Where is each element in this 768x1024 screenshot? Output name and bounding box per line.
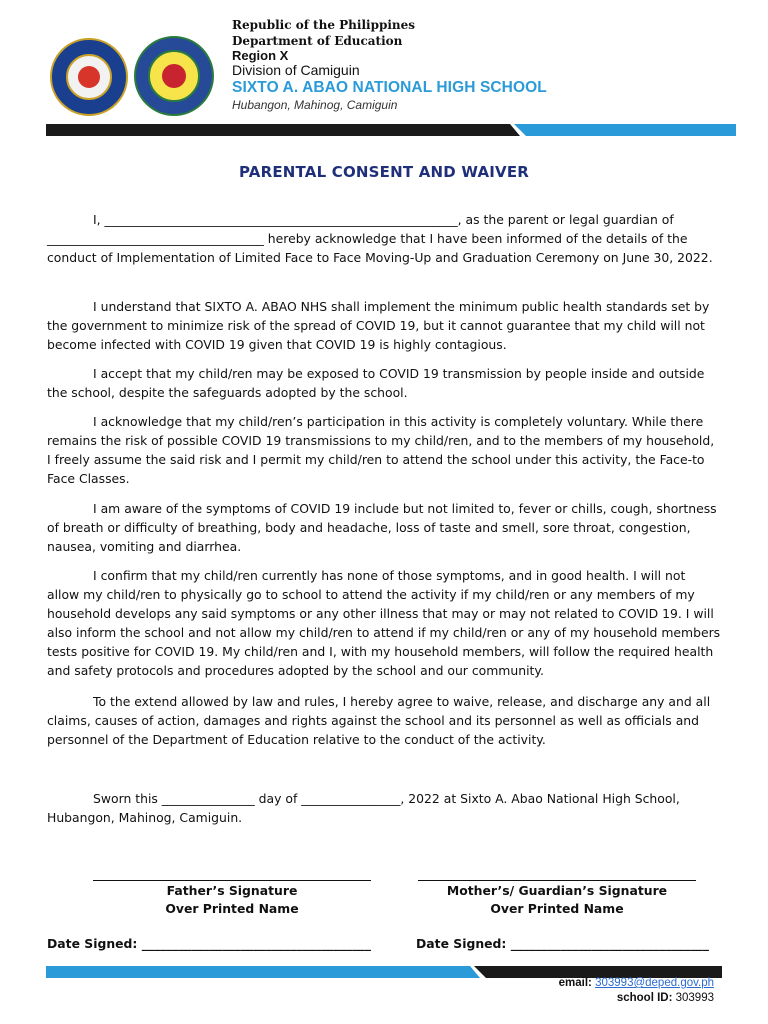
- email-link[interactable]: 303993@deped.gov.ph: [595, 977, 714, 989]
- sworn-paragraph: Sworn this _______________ day of ________________, 2022 at Sixto A. Abao National High School, Hubangon, Mahinog, Camiguin.: [47, 791, 680, 825]
- mother-signature-caption: [418, 882, 696, 918]
- father-caption-line-2: Over Printed Name: [165, 901, 299, 916]
- consent-paragraph-6: I confirm that my child/ren currently has none of those symptoms, and in good health. I will not allow my child/ren to physically go to school to attend the activity if my child/ren or any members of my household develops any said symptoms or any other illness that may or may not related to COVID 19. I will also inform the school and not allow my child/ren to attend if my child/ren or any of my household members tests positive for COVID 19. My child/ren and I, with my household members, will follow the required health and safety protocols and procedures adopted by the school and our community.: [47, 568, 721, 678]
- footer-email: [559, 977, 714, 989]
- school-address: Hubangon, Mahinog, Camiguin: [232, 98, 398, 112]
- waiver-paragraph: To the extend allowed by law and rules, I hereby agree to waive, release, and discharge any and all claims, causes of action, damages and rights against the school and its personnel as well as officials and personnel of the Department of Education relative to the conduct of the activity.: [47, 694, 711, 747]
- email-label: email:: [558, 977, 592, 989]
- father-signature-caption: [93, 882, 371, 918]
- father-caption-line-1: Father’s Signature: [166, 883, 298, 898]
- consent-paragraph-2: I understand that SIXTO A. ABAO NHS shall implement the minimum public health standards set by the government to minimize risk of the spread of COVID 19, but it cannot guarantee that my child will not become infected with COVID 19 given that COVID 19 is highly contagious.: [47, 299, 710, 352]
- school-seal-icon: [134, 36, 214, 116]
- republic-line: Republic of the Philippines: [232, 18, 416, 32]
- document-title: PARENTAL CONSENT AND WAIVER: [238, 163, 530, 181]
- region-line: Region X: [232, 48, 289, 63]
- mother-caption-line-1: Mother’s/ Guardian’s Signature: [446, 883, 668, 898]
- consent-paragraph-5: I am aware of the symptoms of COVID 19 include but not limited to, fever or chills, cough, shortness of breath or difficulty of breathing, body and headache, loss of taste and smell, sore throat, congestion, nausea, vomiting and diarrhea.: [47, 501, 717, 554]
- consent-paragraph-1: I, _________________________________________________________, as the parent or legal guardian of ___________________________________ hereby acknowledge that I have been informed of the details of the conduct of Implementation of Limited Face to Face Moving-Up and Graduation Ceremony on June 30, 2022.: [47, 212, 713, 265]
- school-id-value: 303993: [675, 992, 714, 1004]
- school-name: SIXTO A. ABAO NATIONAL HIGH SCHOOL: [232, 79, 547, 96]
- division-line: Division of Camiguin: [232, 62, 360, 78]
- consent-paragraph-4: I acknowledge that my child/ren’s participation in this activity is completely voluntary. While there remains the risk of possible COVID 19 transmissions to my child/ren, and to the members of my household, I freely assume the said risk and I permit my child/ren to attend the school under this activity, the Face-to Face Classes.: [47, 414, 715, 486]
- department-line: Department of Education: [232, 34, 403, 48]
- mother-caption-line-2: Over Printed Name: [490, 901, 624, 916]
- father-signature-line[interactable]: [93, 880, 371, 881]
- footer-school-id: [617, 992, 714, 1004]
- school-id-label: school ID:: [616, 992, 673, 1004]
- deped-seal-icon: [50, 38, 128, 116]
- date-signed-right[interactable]: Date Signed: ________________________________: [416, 936, 709, 951]
- consent-paragraph-3: I accept that my child/ren may be exposed to COVID 19 transmission by people inside and outside the school, despite the safeguards adopted by the school.: [47, 366, 705, 400]
- date-signed-left[interactable]: Date Signed: _____________________________________: [47, 936, 371, 951]
- header-divider: [0, 124, 768, 136]
- mother-signature-line[interactable]: [418, 880, 696, 881]
